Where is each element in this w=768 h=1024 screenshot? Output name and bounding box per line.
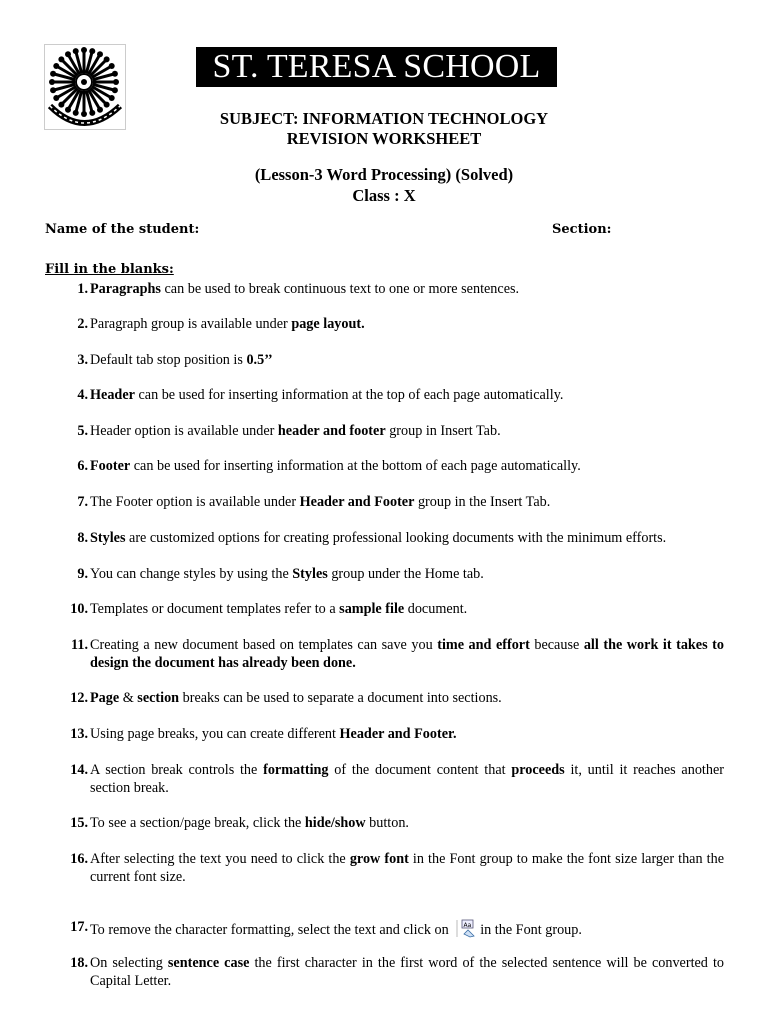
answer-text: Page [90,690,120,706]
question-item [66,529,724,547]
question-fragment: After selecting the text you need to click the [90,851,350,867]
school-name: ST. TERESA SCHOOL [196,47,557,87]
question-item [66,725,724,743]
question-text [90,725,724,743]
answer-text: Header [90,387,135,403]
question-text [90,954,724,990]
question-number: 13. [70,726,88,742]
question-text [90,351,724,369]
answer-text: section [137,690,180,706]
question-number: 9. [77,566,88,582]
answer-text: grow font [349,851,409,867]
question-item [66,636,724,672]
question-text [90,493,724,511]
question-number: 12. [70,690,88,706]
answer-text: sentence case [167,955,250,971]
question-text [90,457,724,475]
subject-heading: SUBJECT: INFORMATION TECHNOLOGY [219,109,549,128]
question-fragment: group under the Home tab. [327,566,484,582]
answer-text: Styles [292,566,328,582]
svg-text:Aa: Aa [463,922,472,929]
question-number: 3. [77,352,88,368]
answer-text: all the work it takes to design the document has already been done. [90,637,724,671]
question-number: 17. [70,919,88,935]
answer-text: formatting [263,762,329,778]
question-text [90,565,724,583]
question-fragment: Header option is available under [90,423,278,439]
question-number: 18. [70,955,88,971]
answer-text: sample file [339,601,405,617]
worksheet-heading: REVISION WORKSHEET [286,129,482,148]
question-item [66,280,724,298]
answer-text: header and footer [277,423,386,439]
question-fragment: can be used for inserting information at the top of each page automatically. [134,387,564,403]
question-fragment: & [119,690,138,706]
question-fragment: On selecting [90,955,168,971]
question-fragment: Paragraph group is available under [90,316,292,332]
question-item [66,386,724,404]
answer-text: Paragraphs [90,281,161,297]
question-number: 16. [70,851,88,867]
answer-text: Styles [90,530,126,546]
question-fragment: Default tab stop position is [90,352,247,368]
question-fragment: in the Font group to make the font size larger than the current font size. [90,851,724,885]
question-fragment: in the Font group. [480,922,582,938]
question-number: 15. [70,815,88,831]
question-fragment: Templates or document templates refer to a [90,601,340,617]
question-text [90,280,724,298]
question-fragment: document. [404,601,468,617]
question-fragment: Using page breaks, you can create different [90,726,340,742]
question-item [66,850,724,886]
answer-text: page layout. [291,316,365,332]
answer-text: time and effort [437,637,530,653]
question-text [90,761,724,797]
question-item [66,761,724,797]
question-fragment: group in Insert Tab. [385,423,501,439]
question-fragment: the first character in the first word of the selected sentence will be converted to Capital Letter. [90,955,724,989]
question-text [90,600,724,618]
question-number: 5. [77,423,88,439]
question-fragment: group in the Insert Tab. [414,494,551,510]
answer-text: hide/show [304,815,366,831]
question-number: 6. [77,458,88,474]
question-fragment: You can change styles by using the [90,566,293,582]
question-number: 10. [70,601,88,617]
question-number: 8. [77,530,88,546]
question-fragment: button. [365,815,409,831]
question-item [66,351,724,369]
question-fragment: it, until it reaches another section break. [90,762,724,796]
question-text [90,529,724,547]
question-number: 2. [77,316,88,332]
class-heading: Class : X [352,186,416,205]
lesson-heading: (Lesson-3 Word Processing) (Solved) [254,165,514,184]
question-fragment: are customized options for creating professional looking documents with the minimum efforts. [125,530,667,546]
question-fragment: A section break controls the [90,762,264,778]
question-item [66,565,724,583]
question-text [90,814,724,832]
clear-formatting-icon [456,918,478,938]
question-fragment: can be used to break continuous text to one or more sentences. [160,281,520,297]
answer-text: 0.5’’ [246,352,273,368]
question-text [90,918,724,939]
question-fragment: because [529,637,584,653]
question-fragment: Creating a new document based on templates can save you [90,637,438,653]
answer-text: Header and Footer [299,494,415,510]
question-fragment: The Footer option is available under [90,494,300,510]
question-text [90,315,724,333]
question-item [66,954,724,990]
question-text [90,850,724,886]
question-item [66,600,724,618]
question-item [66,689,724,707]
question-text [90,636,724,672]
question-number: 7. [77,494,88,510]
question-item [66,422,724,440]
answer-text: Header and Footer. [339,726,457,742]
question-item [66,918,724,939]
question-number: 4. [77,387,88,403]
question-fragment: breaks can be used to separate a document into sections. [179,690,502,706]
question-text [90,386,724,404]
question-item [66,457,724,475]
question-number: 11. [71,637,88,653]
question-fragment: of the document content that [328,762,512,778]
question-fragment: To see a section/page break, click the [90,815,305,831]
question-text [90,689,724,707]
student-name-label: Name of the student: [45,222,200,237]
question-item [66,315,724,333]
question-number: 14. [70,762,88,778]
question-fragment: To remove the character formatting, select the text and click on [90,922,453,938]
question-number: 1. [77,281,88,297]
question-item [66,814,724,832]
question-fragment: can be used for inserting information at the bottom of each page automatically. [130,458,581,474]
answer-text: Footer [90,458,131,474]
question-item [66,493,724,511]
section-label: Section: [552,222,612,237]
answer-text: proceeds [511,762,565,778]
question-text [90,422,724,440]
fill-blanks-heading: Fill in the blanks: [45,262,174,277]
